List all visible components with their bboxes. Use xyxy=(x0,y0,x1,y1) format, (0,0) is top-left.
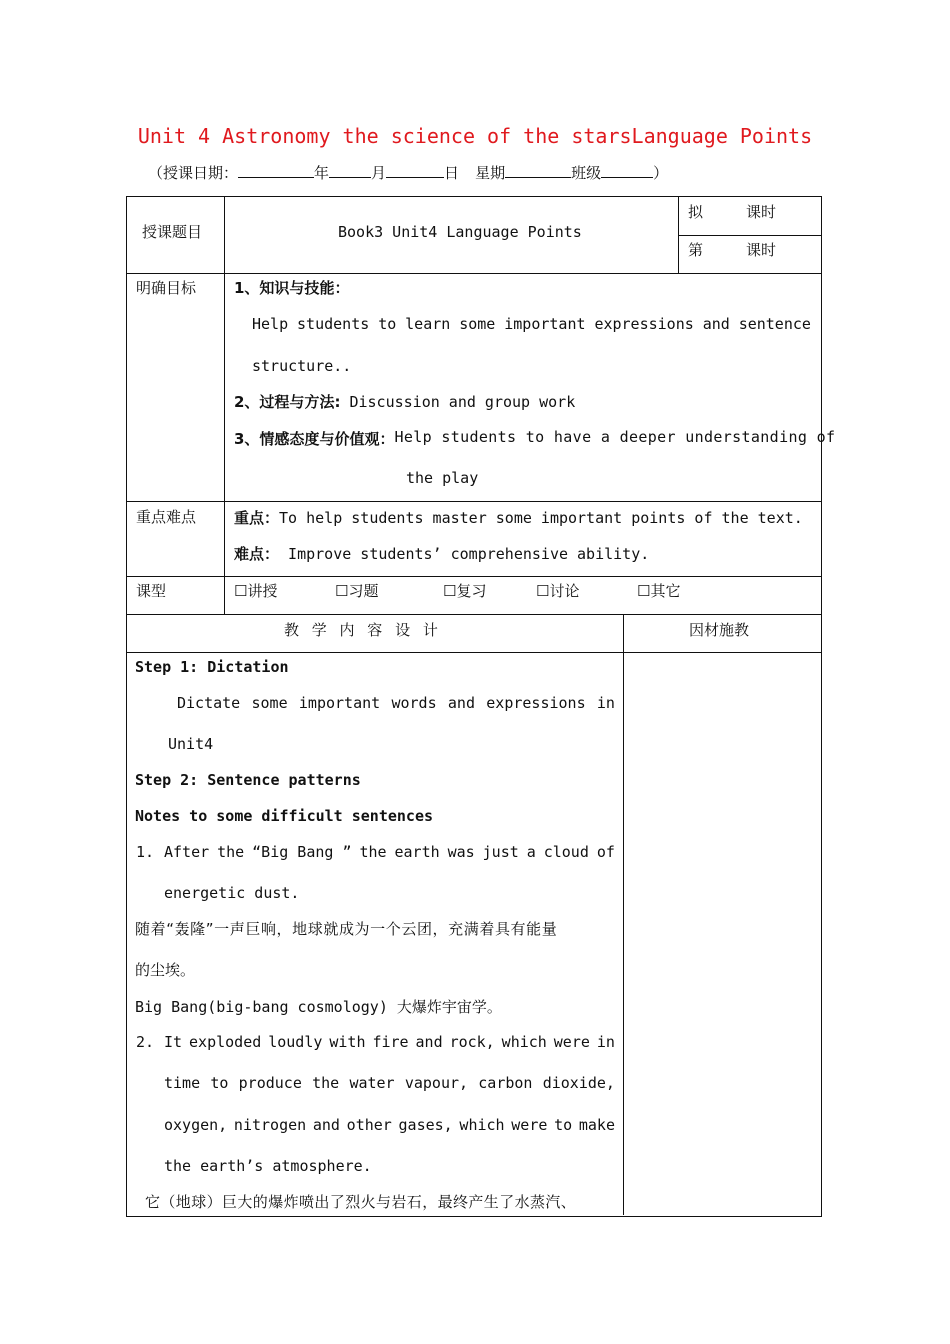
step1-word: expressions xyxy=(486,694,586,712)
item2-word: were xyxy=(511,1116,548,1134)
step1-word: in xyxy=(596,694,615,712)
difficult-text: Improve students’ comprehensive ability. xyxy=(279,545,650,563)
item1-word: of xyxy=(596,843,615,861)
item2-word: make xyxy=(578,1116,615,1134)
type-option-review: ☐复习 xyxy=(443,582,487,600)
date-prefix: （授课日期： xyxy=(148,164,239,182)
item2-word: which xyxy=(459,1116,505,1134)
goal1-word: Help xyxy=(252,315,289,333)
step1-word: important xyxy=(298,694,381,712)
item2-line3 xyxy=(164,1116,615,1134)
type-option-exercise: ☐习题 xyxy=(335,582,379,600)
goal1-line2: structure.. xyxy=(252,357,352,375)
adapt-header: 因材施教 xyxy=(689,621,750,639)
item2-word: carbon xyxy=(478,1074,533,1092)
date-line xyxy=(148,162,668,183)
item2-word: vapour, xyxy=(404,1074,469,1092)
item2-word: the xyxy=(312,1074,340,1092)
item2-word: fire xyxy=(372,1033,409,1051)
item2-word: were xyxy=(553,1033,590,1051)
nth-hour-right: 课时 xyxy=(746,241,777,259)
goal2 xyxy=(234,391,575,412)
item2-word: nitrogen xyxy=(233,1116,307,1134)
item1-word: “Big Bang ” xyxy=(252,843,352,861)
year-blank xyxy=(238,163,314,178)
item2-word: in xyxy=(596,1033,615,1051)
goal3 xyxy=(234,428,836,449)
day-blank xyxy=(386,163,444,178)
key-point xyxy=(234,507,803,528)
type-option-other: ☐其它 xyxy=(637,582,681,600)
item2-number: 2. xyxy=(136,1033,155,1051)
item2-word: other xyxy=(346,1116,392,1134)
step1-word: some xyxy=(251,694,288,712)
goal1-word: learn xyxy=(405,315,451,333)
goal2-text: Discussion and group work xyxy=(340,393,576,411)
row-divider xyxy=(126,652,821,653)
lesson-type-label: 课型 xyxy=(136,582,167,600)
goal3-heading: 3、情感态度与价值观： xyxy=(234,430,395,448)
big-bang-note: Big Bang(big-bang cosmology) 大爆炸宇宙学。 xyxy=(135,998,502,1016)
plan-hours-left: 拟 xyxy=(688,203,704,221)
key-heading: 重点： xyxy=(234,509,280,527)
item2-word: to xyxy=(554,1116,573,1134)
goal1-word: students xyxy=(297,315,370,333)
item1-line1 xyxy=(164,843,615,861)
key-points-label: 重点难点 xyxy=(136,508,197,526)
notes-heading: Notes to some difficult sentences xyxy=(135,807,434,825)
row-divider xyxy=(126,576,821,577)
item1-number: 1. xyxy=(136,843,155,861)
class-blank xyxy=(601,163,653,178)
goal1-word: important xyxy=(504,315,586,333)
row-divider xyxy=(126,273,821,274)
item2-word: and xyxy=(415,1033,443,1051)
design-header: 教 学 内 容 设 计 xyxy=(284,621,442,639)
item1-word: After xyxy=(164,843,210,861)
item2-word: loudly xyxy=(268,1033,323,1051)
step1-word: and xyxy=(447,694,475,712)
item1-word: just xyxy=(482,843,519,861)
nth-hour-left: 第 xyxy=(688,241,704,259)
step1-line2: Unit4 xyxy=(168,735,214,753)
item2-word: time xyxy=(164,1074,201,1092)
day-label: 日 xyxy=(444,164,460,182)
content-column-divider xyxy=(623,614,624,1215)
goal1-word: sentence xyxy=(738,315,811,333)
row-divider xyxy=(126,501,821,502)
date-suffix: ） xyxy=(653,164,669,182)
step1-heading: Step 1: Dictation xyxy=(135,658,289,676)
hours-divider xyxy=(678,235,821,236)
item1-word: earth xyxy=(394,843,440,861)
label-column-divider xyxy=(224,196,225,615)
step2-heading: Step 2: Sentence patterns xyxy=(135,771,361,789)
item2-word: rock, xyxy=(449,1033,495,1051)
item2-translation-line1: 它（地球）巨大的爆炸喷出了烈火与岩石，最终产生了水蒸汽、 xyxy=(145,1193,577,1211)
item2-word: produce xyxy=(238,1074,302,1092)
class-label: 班级 xyxy=(571,164,602,182)
item1-word: the xyxy=(359,843,387,861)
item2-word: oxygen, xyxy=(164,1116,228,1134)
plan-hours-right: 课时 xyxy=(746,203,777,221)
type-option-lecture: ☐讲授 xyxy=(234,582,278,600)
topic-value: Book3 Unit4 Language Points xyxy=(338,223,582,241)
difficult-heading: 难点： xyxy=(234,545,280,563)
goal1-word: expressions xyxy=(594,315,694,333)
goal1-line1 xyxy=(252,315,811,333)
goal1-word: some xyxy=(459,315,496,333)
item2-word: and xyxy=(312,1116,340,1134)
item2-line2 xyxy=(164,1074,615,1092)
hours-column-divider xyxy=(678,196,679,274)
item1-translation-line2: 的尘埃。 xyxy=(135,961,196,979)
row-divider xyxy=(126,614,821,615)
difficult-point xyxy=(234,543,649,564)
item1-word: the xyxy=(217,843,245,861)
item2-word: It xyxy=(164,1033,183,1051)
step1-word: Dictate xyxy=(177,694,241,712)
goal1-word: and xyxy=(702,315,730,333)
month-label: 月 xyxy=(371,164,387,182)
document-title: Unit 4 Astronomy the science of the starsLanguage Points xyxy=(137,124,813,148)
goals-label: 明确目标 xyxy=(136,279,197,297)
goal1-heading: 1、知识与技能： xyxy=(234,279,350,297)
goal1-word: to xyxy=(378,315,397,333)
year-label: 年 xyxy=(314,164,330,182)
item2-line1 xyxy=(164,1033,615,1051)
topic-label: 授课题目 xyxy=(142,223,203,241)
item1-word: cloud xyxy=(543,843,589,861)
item2-word: gases, xyxy=(398,1116,453,1134)
item2-word: which xyxy=(501,1033,547,1051)
item2-word: exploded xyxy=(189,1033,262,1051)
type-option-discussion: ☐讨论 xyxy=(536,582,580,600)
item2-word: water xyxy=(349,1074,395,1092)
item2-word: with xyxy=(329,1033,366,1051)
item2-line4: the earth’s atmosphere. xyxy=(164,1157,372,1175)
item1-translation-line1: 随着“轰隆”一声巨响，地球就成为一个云团，充满着具有能量 xyxy=(135,920,558,938)
item2-word: to xyxy=(210,1074,229,1092)
month-blank xyxy=(329,163,371,178)
item1-word: was xyxy=(447,843,475,861)
weekday-blank xyxy=(505,163,571,178)
item2-word: dioxide, xyxy=(542,1074,615,1092)
item1-line2: energetic dust. xyxy=(164,884,300,902)
weekday-label: 星期 xyxy=(475,164,506,182)
goal2-heading: 2、过程与方法: xyxy=(234,393,341,411)
step1-word: words xyxy=(391,694,437,712)
step1-line1 xyxy=(177,694,615,712)
goal3-text: Help students to have a deeper understanding of xyxy=(394,428,836,446)
item1-word: a xyxy=(526,843,536,861)
goal3-line2: the play xyxy=(406,469,479,487)
key-text: To help students master some important points of the text. xyxy=(279,509,803,527)
